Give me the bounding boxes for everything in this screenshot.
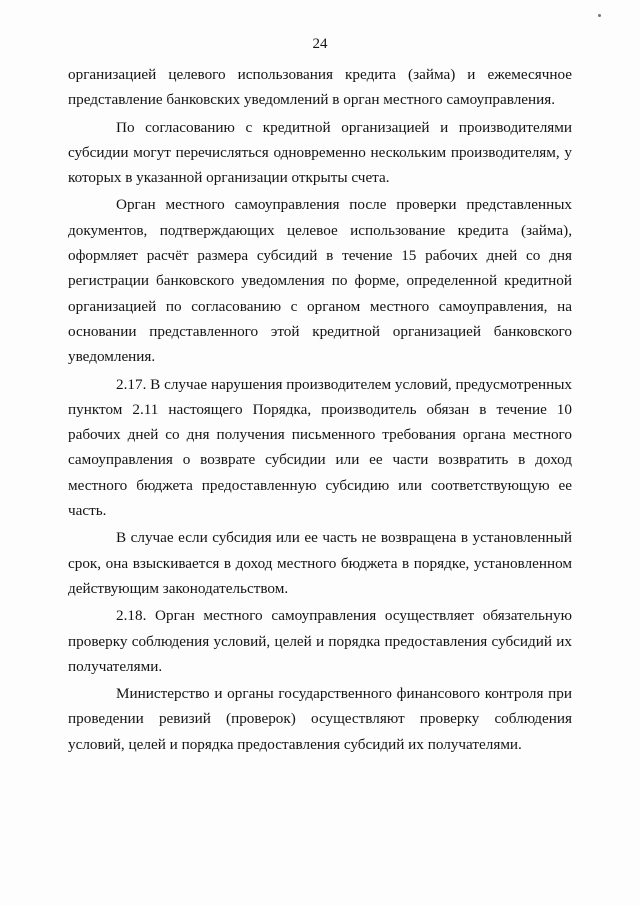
paragraph: Орган местного самоуправления после проверки представленных документов, подтверждающих целевое использование кредита (займа), оформляет расчёт размера субсидий в течение 15 рабочих дней со дня регистрации банковского уведомления по форме, определенной кредитной организацией по согласованию с органом местного самоуправления, на основании представленного этой кредитной организацией банковского уведомления. — [68, 196, 572, 366]
paragraph: В случае если субсидия или ее часть не возвращена в установленный срок, она взыскивается в доход местного бюджета в порядке, установленном действующим законодательством. — [68, 529, 572, 597]
paragraph: организацией целевого использования кредита (займа) и ежемесячное представление банковских уведомлений в орган местного самоуправления. — [68, 66, 572, 109]
document-body — [68, 62, 572, 759]
page-number: 24 — [312, 36, 328, 52]
scan-speck — [598, 14, 601, 17]
paragraph: 2.17. В случае нарушения производителем условий, предусмотренных пунктом 2.11 настоящего Порядка, производитель обязан в течение 10 рабочих дней со дня получения письменного требования органа местного самоуправления о возврате субсидии или ее части возвратить в доход местного бюджета предоставленную субсидию или соответствующую ее часть. — [68, 375, 572, 520]
paragraph: По согласованию с кредитной организацией и производителями субсидии могут перечисляться одновременно нескольким производителям, у которых в указанной организации открыты счета. — [68, 118, 572, 187]
paragraph: 2.18. Орган местного самоуправления осуществляет обязательную проверку соблюдения условий, целей и порядка предоставления субсидий их получателями. — [68, 607, 572, 675]
paragraph: Министерство и органы государственного финансового контроля при проведении ревизий (проверок) осуществляют проверку соблюдения условий, целей и порядка предоставления субсидий их получателями. — [68, 685, 572, 753]
